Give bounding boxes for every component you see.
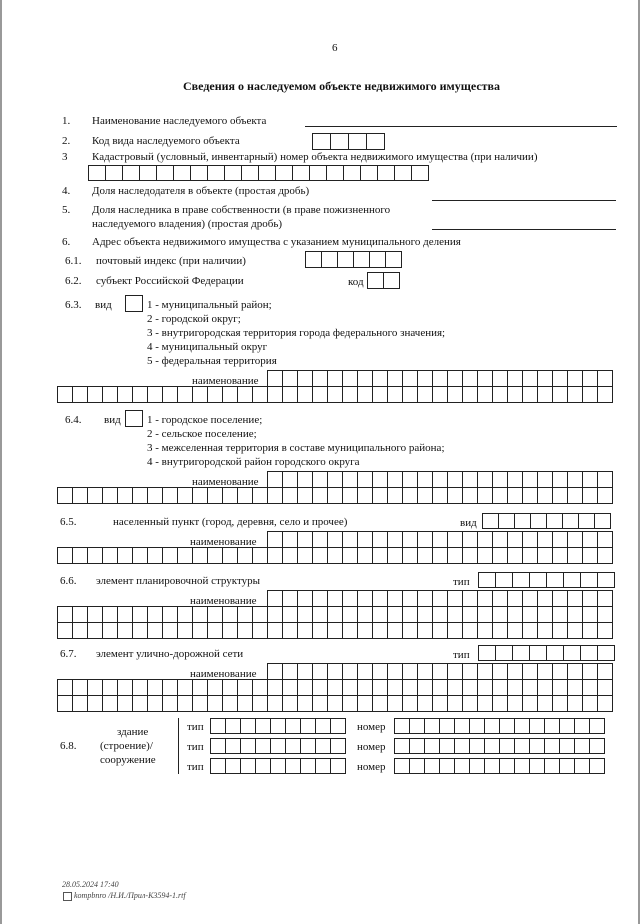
item-6-7-tip-cells[interactable] <box>478 645 615 661</box>
item-6-3-vid-cell[interactable] <box>125 295 143 312</box>
item-6-6-tip-cells[interactable] <box>478 572 615 588</box>
item-6-6-name-grid-top[interactable] <box>267 590 613 607</box>
item-6-8-divider <box>178 718 179 774</box>
item-4-label: Доля наследодателя в объекте (простая дробь) <box>92 185 310 197</box>
item-3-num: 3 <box>62 151 68 163</box>
item-6-3-opt: 5 - федеральная территория <box>147 355 277 367</box>
item-6-8-label: сооружение <box>100 754 156 766</box>
page-number: 6 <box>332 42 338 54</box>
postal-index-cells[interactable] <box>305 251 402 268</box>
building-tip-label: тип <box>187 741 204 753</box>
item-6-4-opt: 1 - городское поселение; <box>147 414 263 426</box>
item-6-2-label: субъект Российской Федерации <box>96 275 244 287</box>
item-6-8-num: 6.8. <box>60 740 77 752</box>
building-tip-label: тип <box>187 761 204 773</box>
item-3-cells[interactable] <box>88 165 429 181</box>
building-tip-label: тип <box>187 721 204 733</box>
item-6-7-name-grid[interactable] <box>57 679 613 712</box>
item-6-5-label: населенный пункт (город, деревня, село и прочее) <box>113 516 348 528</box>
item-6-3-opt: 3 - внутригородская территория города федерального значения; <box>147 327 446 339</box>
item-6-4-opt: 3 - межселенная территория в составе муниципального района; <box>147 442 445 454</box>
item-1-num: 1. <box>62 115 71 127</box>
item-6-7-naim-label: наименование <box>190 668 257 680</box>
item-6-5-num: 6.5. <box>60 516 77 528</box>
item-5-label-2: наследуемого владения) (простая дробь) <box>92 218 283 230</box>
footer-file: kompbnro /Н.И./Прил-К3594-1.rtf <box>74 891 186 900</box>
item-6-5-name-grid-top[interactable] <box>267 531 613 548</box>
item-6-6-label: элемент планировочной структуры <box>96 575 261 587</box>
page-title: Сведения о наследуемом объекте недвижимого имущества <box>183 79 501 93</box>
building-nomer-label: номер <box>357 741 386 753</box>
item-2-num: 2. <box>62 135 71 147</box>
building-nomer-label: номер <box>357 761 386 773</box>
building-nomer-label: номер <box>357 721 386 733</box>
item-6-8-label: здание <box>117 726 149 738</box>
item-3-label: Кадастровый (условный, инвентарный) номер объекта недвижимого имущества (при наличии) <box>92 151 538 163</box>
item-6-4-vid-cell[interactable] <box>125 410 143 427</box>
item-4-num: 4. <box>62 185 71 197</box>
item-6-8-label: (строение)/ <box>100 740 153 752</box>
item-6-2-num: 6.2. <box>65 275 82 287</box>
item-6-5-vid: вид <box>460 517 477 529</box>
item-6-4-opt: 2 - сельское поселение; <box>147 428 257 440</box>
item-4-line[interactable] <box>432 200 616 201</box>
item-6-6-name-grid[interactable] <box>57 606 613 639</box>
item-6-6-naim-label: наименование <box>190 595 257 607</box>
item-6-num: 6. <box>62 236 71 248</box>
item-6-3-naim-label: наименование <box>192 375 259 387</box>
item-1-label: Наименование наследуемого объекта <box>92 115 267 127</box>
scan-edge-left <box>0 0 2 924</box>
item-6-3-vid: вид <box>95 299 112 311</box>
item-6-7-name-grid-top[interactable] <box>267 663 613 680</box>
item-6-6-num: 6.6. <box>60 575 77 587</box>
building-tip-cells[interactable] <box>210 758 346 774</box>
item-6-3-opt: 1 - муниципальный район; <box>147 299 272 311</box>
footer-date: 28.05.2024 17:40 <box>62 880 119 889</box>
building-nomer-cells[interactable] <box>394 718 605 734</box>
item-5-num: 5. <box>62 204 71 216</box>
item-1-line[interactable] <box>305 126 617 127</box>
item-6-1-num: 6.1. <box>65 255 82 267</box>
file-icon <box>63 892 72 901</box>
item-6-4-opt: 4 - внутригородской район городского округа <box>147 456 360 468</box>
item-6-2-code-label: код <box>348 276 364 288</box>
item-6-label: Адрес объекта недвижимого имущества с указанием муниципального деления <box>92 236 461 248</box>
item-6-5-vid-cells[interactable] <box>482 513 611 529</box>
item-2-label: Код вида наследуемого объекта <box>92 135 240 147</box>
building-tip-cells[interactable] <box>210 718 346 734</box>
item-6-6-tip: тип <box>453 576 470 588</box>
item-6-3-name-grid-top[interactable] <box>267 370 613 387</box>
item-5-line[interactable] <box>432 229 616 230</box>
item-6-4-vid: вид <box>104 414 121 426</box>
region-code-cells[interactable] <box>367 272 400 289</box>
item-6-3-opt: 4 - муниципальный округ <box>147 341 268 353</box>
building-nomer-cells[interactable] <box>394 758 605 774</box>
item-6-3-name-grid[interactable] <box>57 386 613 403</box>
item-6-4-name-grid[interactable] <box>57 487 613 504</box>
item-6-3-num: 6.3. <box>65 299 82 311</box>
item-6-4-naim-label: наименование <box>192 476 259 488</box>
item-6-4-name-grid-top[interactable] <box>267 471 613 488</box>
item-6-5-naim-label: наименование <box>190 536 257 548</box>
building-tip-cells[interactable] <box>210 738 346 754</box>
item-6-5-name-grid[interactable] <box>57 547 613 564</box>
item-6-7-label: элемент улично-дорожной сети <box>96 648 244 660</box>
item-6-4-num: 6.4. <box>65 414 82 426</box>
item-2-cells[interactable] <box>312 133 385 150</box>
building-nomer-cells[interactable] <box>394 738 605 754</box>
item-6-7-num: 6.7. <box>60 648 77 660</box>
item-6-7-tip: тип <box>453 649 470 661</box>
item-6-1-label: почтовый индекс (при наличии) <box>96 255 246 267</box>
item-5-label-1: Доля наследника в праве собственности (в праве пожизненного <box>92 204 391 216</box>
item-6-3-opt: 2 - городской округ; <box>147 313 241 325</box>
